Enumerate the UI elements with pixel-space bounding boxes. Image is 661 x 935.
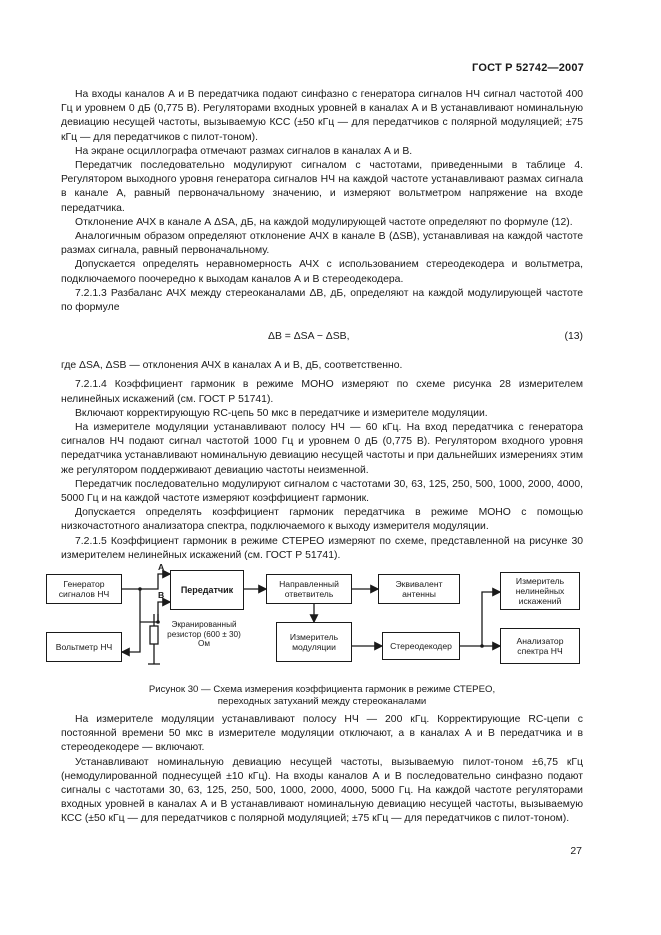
modulation-meter-box <box>276 622 352 662</box>
standard-number: ГОСТ Р 52742—2007 <box>472 62 584 74</box>
paragraph: Допускается определять неравномерность АЧХ с использованием стереодекодера и вольтметра, подключаемого поочередно к выходам каналов А и В стереодекодера. <box>61 259 583 285</box>
figure-30-diagram <box>30 562 590 672</box>
transmitter-box <box>170 570 244 610</box>
stereodecoder-label: Стереодекодер <box>390 641 452 651</box>
voltmeter-box <box>46 632 122 662</box>
antenna-label: Эквивалент антенны <box>395 579 443 599</box>
coupler-label: Направленный ответвитель <box>279 579 339 599</box>
coupler-box <box>266 574 352 604</box>
modulation-meter-label: Измеритель модуляции <box>289 632 339 652</box>
formula-expression: ΔВ = ΔSA − ΔSB, <box>268 331 350 343</box>
antenna-box <box>378 574 460 604</box>
paragraph: Отклонение АЧХ в канале А ΔSA, дБ, на каждой модулирующей частоте определяют по формуле (12). <box>75 216 573 228</box>
paragraph: На измерителе модуляции устанавливают полосу НЧ — 200 кГц. Корректирующие RC-цепи с постоянной времени 50 мкс в измерителе модуляции отключают, а в каналах А и В передатчика и в стереодекодере — включают. <box>61 714 583 754</box>
spectrum-analyzer-label: Анализатор спектра НЧ <box>516 636 564 656</box>
channel-a-label: А <box>158 562 165 572</box>
transmitter-label: Передатчик <box>180 585 234 595</box>
paragraph: На экране осциллографа отмечают размах сигналов в каналах А и В. <box>75 145 413 157</box>
paragraph: Допускается определять коэффициент гармоник передатчика в режиме МОНО с помощью низкочастотного анализатора спектра, подключаемого к выходу измерителя модуляции. <box>61 507 583 533</box>
text-block-bottom <box>61 713 583 827</box>
page-number: 27 <box>570 845 582 857</box>
generator-box <box>46 574 122 604</box>
paragraph: Аналогичным образом определяют отклонение АЧХ в канале В (ΔSB), устанавливая на каждой частоте размах сигнала, равный первоначальному. <box>61 231 583 257</box>
paragraph: Устанавливают номинальную девиацию несущей частоты, вызываемую пилот-тоном ±6,75 кГц (немодулированной поднесущей ±10 кГц). На входы каналов А и В последовательно синфазно подают сигналы с частотами 30, 63, 125, 250, 500, 1000, 2000, 4000, 5000 Гц. На каждой частоте регуляторами входных уровней в каналах А и В устанавливают номинальную девиацию несущей частоты, вызываемую КСС (±50 кГц — для передатчиков с полярной модуляцией; ±75 кГц — для передатчиков с пилот-тоном). <box>61 756 583 825</box>
stereodecoder-box <box>382 632 460 660</box>
paragraph: 7.2.1.4 Коэффициент гармоник в режиме МОНО измеряют по схеме рисунка 28 измерителем нелинейных искажений (см. ГОСТ Р 51741). <box>61 379 583 405</box>
generator-label: Генератор сигналов НЧ <box>58 579 110 599</box>
paragraph: 7.2.1.5 Коэффициент гармоник в режиме СТЕРЕО измеряют по схеме, представленной на рисунке 30 измерителем нелинейных искажений (см. ГОСТ Р 51741). <box>61 535 583 561</box>
spectrum-analyzer-box <box>500 628 580 664</box>
paragraph: Передатчик последовательно модулируют сигналом с частотами 30, 63, 125, 250, 500, 1000, 2000, 4000, 5000 Гц и на каждой частоте измеряют коэффициент гармоник. <box>61 478 583 505</box>
paragraph: На измерителе модуляции устанавливают полосу НЧ — 60 кГц. На вход передатчика с генератора сигналов НЧ подают сигнал частотой 1000 Гц и уровнем 0 дБ (0,775 В). Регулятором входного уровня передатчика устанавливают номинальную девиацию несущей частоты и при дальнейших измерениях этим же регулятором поддерживают девиацию частоты неизменной. <box>61 422 583 476</box>
distortion-meter-label: Измеритель нелинейных искажений <box>515 576 565 606</box>
paragraph: 7.2.1.3 Разбаланс АЧХ между стереоканалами ΔВ, дБ, определяют на каждой модулирующей частоте по формуле <box>61 287 583 314</box>
resistor-label: Экранированный резистор (600 ± 30) Ом <box>167 620 241 649</box>
voltmeter-label: Вольтметр НЧ <box>55 642 113 652</box>
caption-line-2: переходных затуханий между стереоканалами <box>217 696 427 707</box>
channel-b-label: В <box>158 590 165 600</box>
paragraph: На входы каналов А и В передатчика подают синфазно с генератора сигналов НЧ сигнал частотой 400 Гц и уровнем 0 дБ (0,775 В). Регуляторами входных уровней в каналах А и В устанавливают номинальную девиацию несущей частоты, вызываемую КСС (±50 кГц — для передатчиков с полярной модуляцией; ±75 кГц — для передатчиков с пилот-тоном). <box>61 89 583 143</box>
caption-line-1: Рисунок 30 — Схема измерения коэффициента гармоник в режиме СТЕРЕО, <box>148 684 496 695</box>
formula-legend: где ΔSA, ΔSB — отклонения АЧХ в каналах А и В, дБ, соответственно. <box>61 360 403 372</box>
distortion-meter-box <box>500 572 580 610</box>
text-block-top <box>61 88 583 563</box>
paragraph: Передатчик последовательно модулируют сигналом с частотами, приведенными в таблице 4. Регулятором выходного уровня генератора сигналов НЧ на каждой частоте устанавливают размах сигнала в канале А, равный первоначальному значению, и измеряют вольтметром напряжение на входе передатчика. <box>61 160 583 214</box>
figure-caption <box>61 684 583 708</box>
paragraph: Включают корректирующую RC-цепь 50 мкс в передатчике и измерителе модуляции. <box>75 407 488 419</box>
formula-number: (13) <box>564 331 583 343</box>
formula-13 <box>61 330 583 344</box>
